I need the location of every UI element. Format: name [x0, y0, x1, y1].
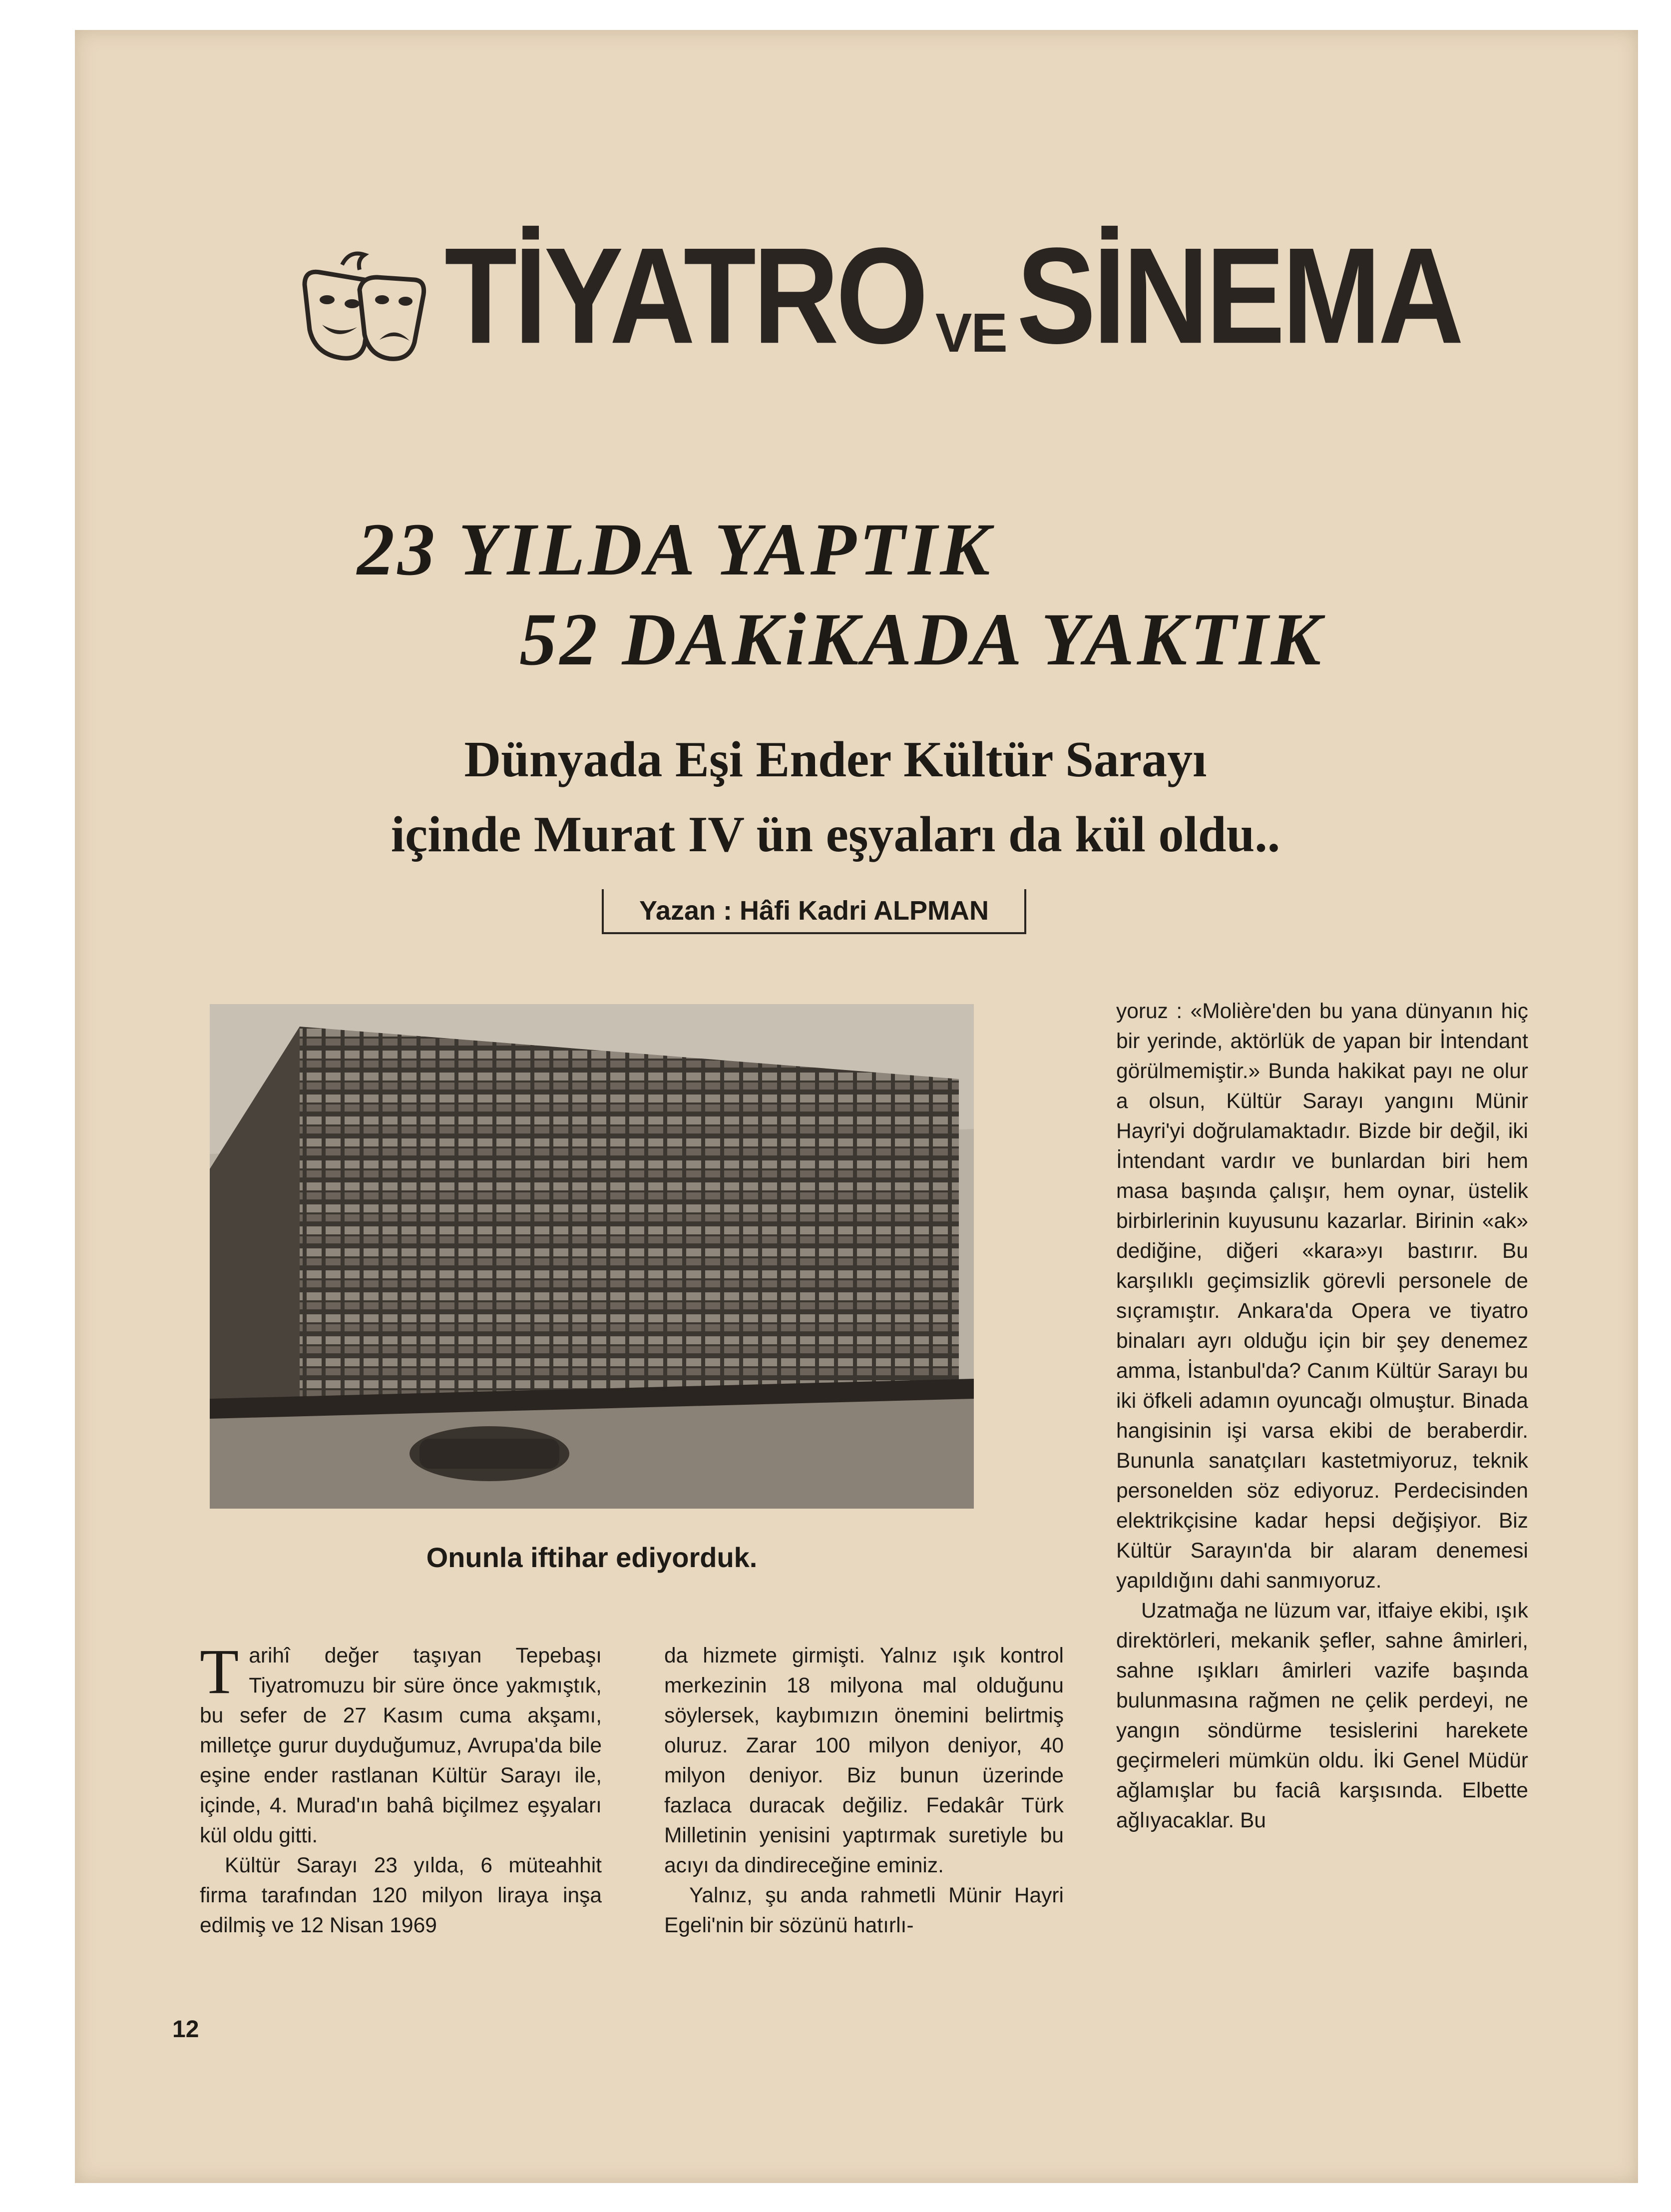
headline-line-1: 23 YILDA YAPTIK	[357, 508, 993, 591]
column-2-paragraph-1: da hizmete girmişti. Yalnız ışık kontrol merkezinin 18 milyona mal olduğunu söylersek, kaybımızın önemini belirtmiş oluruz. Zarar 100 milyon deniyor, 40 milyon deniyor. Biz bunun üzerinde fazlaca duracak değiliz. Fedakâr Türk Milletinin yenisini yaptırmak suretiyle bu acıyı da dindireceğine eminiz.	[664, 1644, 1064, 1877]
theater-masks-icon	[295, 250, 429, 365]
section-title-right: SİNEMA	[1016, 220, 1461, 372]
subheadline-line-2: içinde Murat IV ün eşyaları da kül oldu..	[391, 806, 1280, 863]
subheadline-line-1: Dünyada Eşi Ender Kültür Sarayı	[464, 731, 1207, 788]
article-column-2	[664, 1641, 1064, 1941]
column-3-paragraph-2: Uzatmağa ne lüzum var, itfaiye ekibi, ışık direktörleri, mekanik şefler, sahne âmirleri, sahne ışıkları âmirleri vazife başında bulunmasına rağmen ne çelik perdeyi, ne yangın söndürme tesislerini harekete geçirmeleri mümkün oldu. İki Genel Müdür ağlamışlar bu faciâ karşısında. Elbette ağlıyacaklar. Bu	[1116, 1599, 1528, 1832]
drop-cap: T	[200, 1636, 239, 1707]
column-1-paragraph-1: arihî değer taşıyan Tepebaşı Tiyatromuzu bir süre önce yakmıştık, bu sefer de 27 Kasım cuma akşamı, milletçe gurur duyduğumuz, Avrupa'da bile eşine ender rastlanan Kültür Sarayı ile, içinde, 4. Murad'ın bahâ biçilmez eşyaları kül oldu gitti.	[200, 1644, 602, 1847]
section-header	[295, 220, 1461, 372]
photo-caption: Onunla iftihar ediyorduk.	[426, 1542, 758, 1573]
section-title-left: TİYATRO	[444, 220, 925, 372]
building-photo-illustration	[210, 1004, 974, 1509]
byline: Yazan : Hâfi Kadri ALPMAN	[602, 889, 1026, 934]
column-2-paragraph-2: Yalnız, şu anda rahmetli Münir Hayri Egeli'nin bir sözünü hatırlı-	[664, 1884, 1064, 1937]
page-number: 12	[172, 2016, 199, 2043]
section-title-mid: VE	[935, 302, 1007, 364]
article-column-1	[200, 1636, 602, 1941]
column-3-paragraph-1: yoruz : «Molière'den bu yana dünyanın hiç bir yerinde, aktörlük de yapan bir İntendant görülmemiştir.» Bunda hakikat payı ne olur a olsun, Kültür Sarayı yangını Münir Hayri'yi doğrulamaktadır. Bizde bir değil, iki İntendant vardır ve bunlardan biri hem masa başında çalışır, hem oynar, üstelik birbirlerinin kuyusunu kazarlar. Birinin «ak» dediğine, diğeri «kara»yı bastırır. Bu karşılıklı geçimsizlik görevli personele de sıçramıştır. Ankara'da Opera ve tiyatro binaları ayrı olduğu için bir şey denemez amma, İstanbul'da? Canım Kültür Sarayı bu iki öfkeli adamın oyuncağı olmuştur. Binada hangisinin işi varsa ekibi de beraberdir. Bununla sanatçıları kastetmiyoruz, teknik personelden söz ediyoruz. Perdecisinden elektrikçisine kadar hepsi değişiyor. Biz Kültür Sarayın'da bir alaram denemesi yapıldığını dahi sanmıyoruz.	[1116, 1000, 1528, 1593]
building-photo	[210, 1004, 974, 1509]
headline-line-2: 52 DAKiKADA YAKTIK	[519, 598, 1324, 681]
section-title	[444, 220, 1461, 372]
column-1-paragraph-2: Kültür Sarayı 23 yılda, 6 müteahhit firma tarafından 120 milyon liraya inşa edilmiş ve 12 Nisan 1969	[200, 1854, 602, 1937]
article-column-3	[1116, 997, 1528, 1836]
